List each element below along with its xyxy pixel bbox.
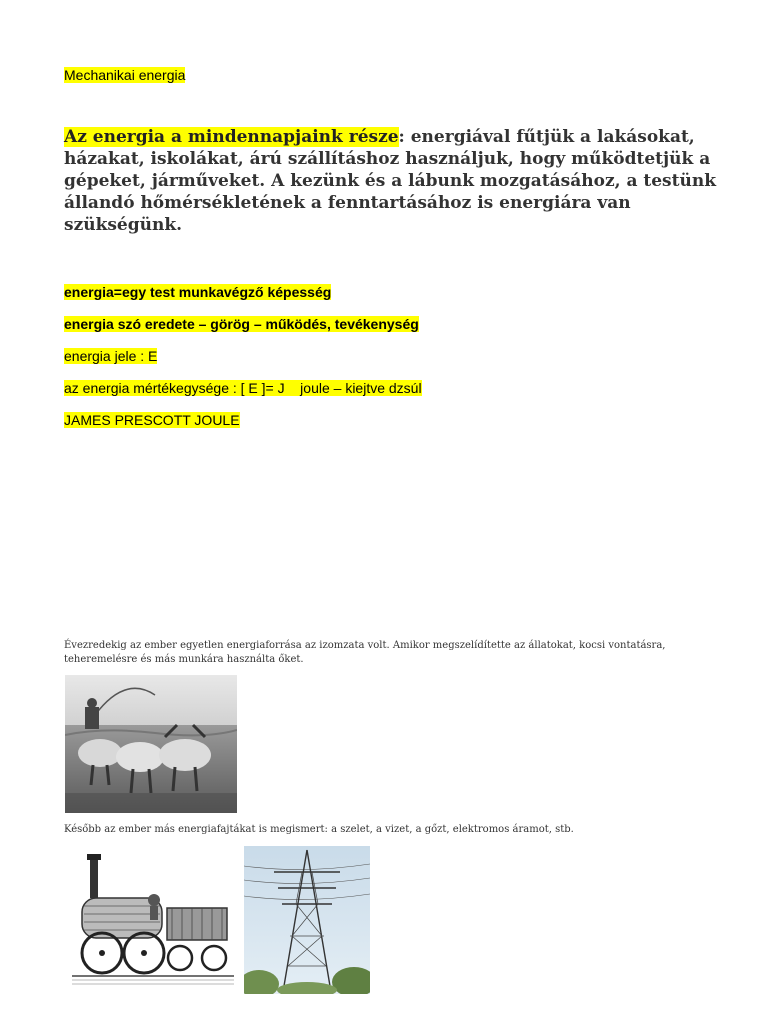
fact-origin: energia szó eredete – görög – működés, tevékenység [64, 316, 419, 332]
intro-highlight: Az energia a mindennapjaink része [64, 127, 399, 147]
fact-symbol: energia jele : E [64, 348, 158, 364]
intro-paragraph [64, 126, 724, 236]
paragraph-muscle-energy: Évezredekig az ember egyetlen energiaforrása az izomzata volt. Amikor megszelídítette az állatokat, kocsi vontatásra, teheremelésre és más munkára használta őket. [64, 640, 666, 665]
power-pylon-photo [244, 846, 370, 994]
page-title: Mechanikai energia [64, 67, 186, 83]
intro-rest: : energiával fűtjük a lakásokat, házakat, iskolákat, árú szállításhoz használjuk, hogy működtetjük a gépeket, járműveket. A kezünk és a lábunk mozgatásához, a testünk állandó hőmérsékletének a fenntartásához is energiára van szükségünk. [64, 127, 716, 235]
oxen-cart-photo [65, 675, 237, 813]
paragraph-energy-types: Később az ember más energiafajtákat is megismert: a szelet, a vizet, a gőzt, elektromos áramot, stb. [64, 824, 574, 835]
fact-unit: az energia mértékegysége : [ E ]= J joule – kiejtve dzsúl [64, 380, 422, 396]
fact-name: JAMES PRESCOTT JOULE [64, 412, 240, 428]
fact-definition: energia=egy test munkavégző képesség [64, 284, 332, 300]
steam-locomotive-engraving [72, 848, 234, 992]
